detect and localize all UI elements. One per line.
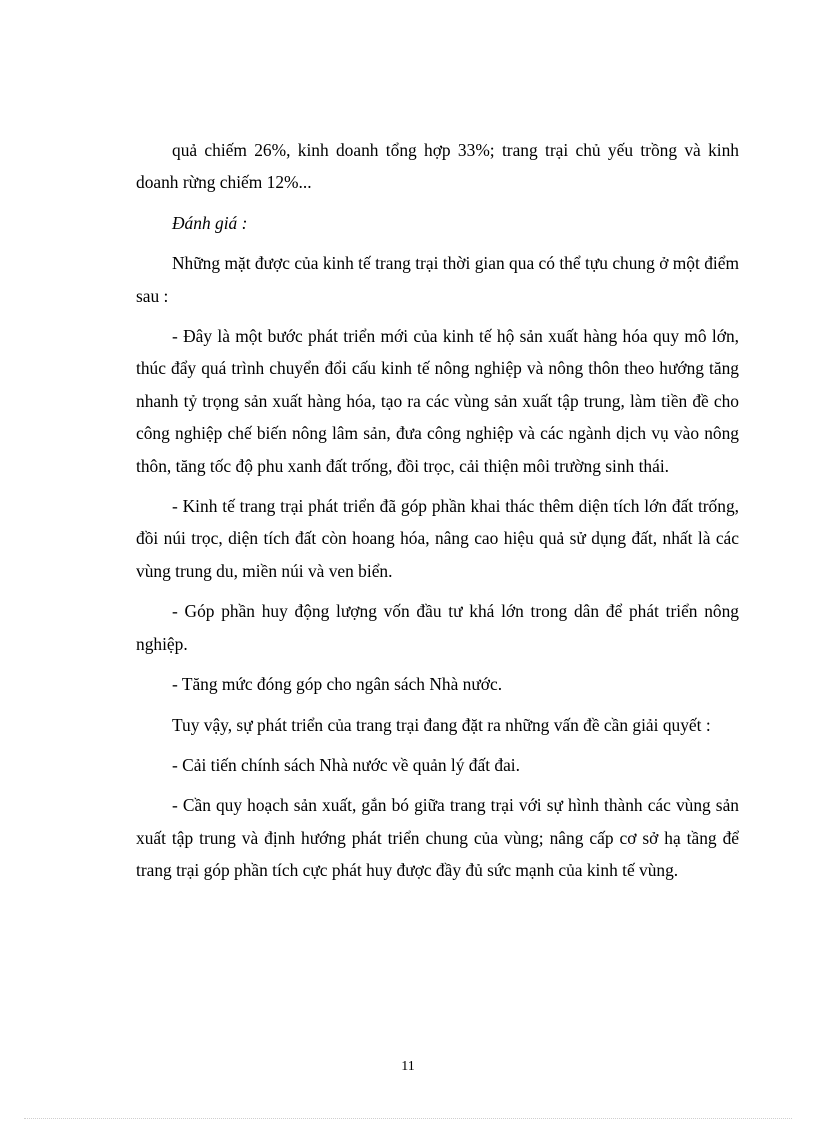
paragraph-continuation: quả chiếm 26%, kinh doanh tổng hợp 33%; trang trại chủ yếu trồng và kinh doanh rừng chiếm 12%... — [136, 140, 739, 193]
page-bottom-divider — [24, 1118, 792, 1119]
section-heading-danh-gia: Đánh giá : — [172, 212, 248, 233]
page-number: 11 — [401, 1059, 415, 1074]
bullet-paragraph-4: - Tăng mức đóng góp cho ngân sách Nhà nước. — [172, 674, 503, 695]
bullet-paragraph-1: - Đây là một bước phát triển mới của kinh tế hộ sản xuất hàng hóa quy mô lớn, thúc đẩy quá trình chuyển đổi cấu kinh tế nông nghiệp và nông thôn theo hướng tăng nhanh tỷ trọng sản xuất hàng hóa, tạo ra các vùng sản xuất tập trung, làm tiền đề cho công nghiệp chế biến nông lâm sản, đưa công nghiệp và các ngành dịch vụ vào nông thôn, tăng tốc độ phu xanh đất trống, đồi trọc, cải thiện môi trường sinh thái. — [136, 326, 739, 476]
bullet-paragraph-6: - Cần quy hoạch sản xuất, gắn bó giữa trang trại với sự hình thành các vùng sản xuất tập trung và định hướng phát triển chung của vùng; nâng cấp cơ sở hạ tầng để trang trại góp phần tích cực phát huy được đầy đủ sức mạnh của kinh tế vùng. — [136, 795, 739, 881]
bullet-paragraph-5: - Cải tiến chính sách Nhà nước về quản lý đất đai. — [172, 754, 520, 775]
bullet-paragraph-3: - Góp phần huy động lượng vốn đầu tư khá lớn trong dân để phát triển nông nghiệp. — [136, 601, 739, 654]
paragraph-intro: Những mặt được của kinh tế trang trại thời gian qua có thể tựu chung ở một điểm sau : — [136, 253, 739, 306]
bullet-paragraph-2: - Kinh tế trang trại phát triển đã góp phần khai thác thêm diện tích lớn đất trống, đồi núi trọc, diện tích đất còn hoang hóa, nâng cao hiệu quả sử dụng đất, nhất là các vùng trung du, miền núi và ven biển. — [136, 496, 739, 581]
paragraph-problems-intro: Tuy vậy, sự phát triển của trang trại đang đặt ra những vấn đề cần giải quyết : — [172, 714, 711, 735]
body-text — [136, 134, 739, 895]
